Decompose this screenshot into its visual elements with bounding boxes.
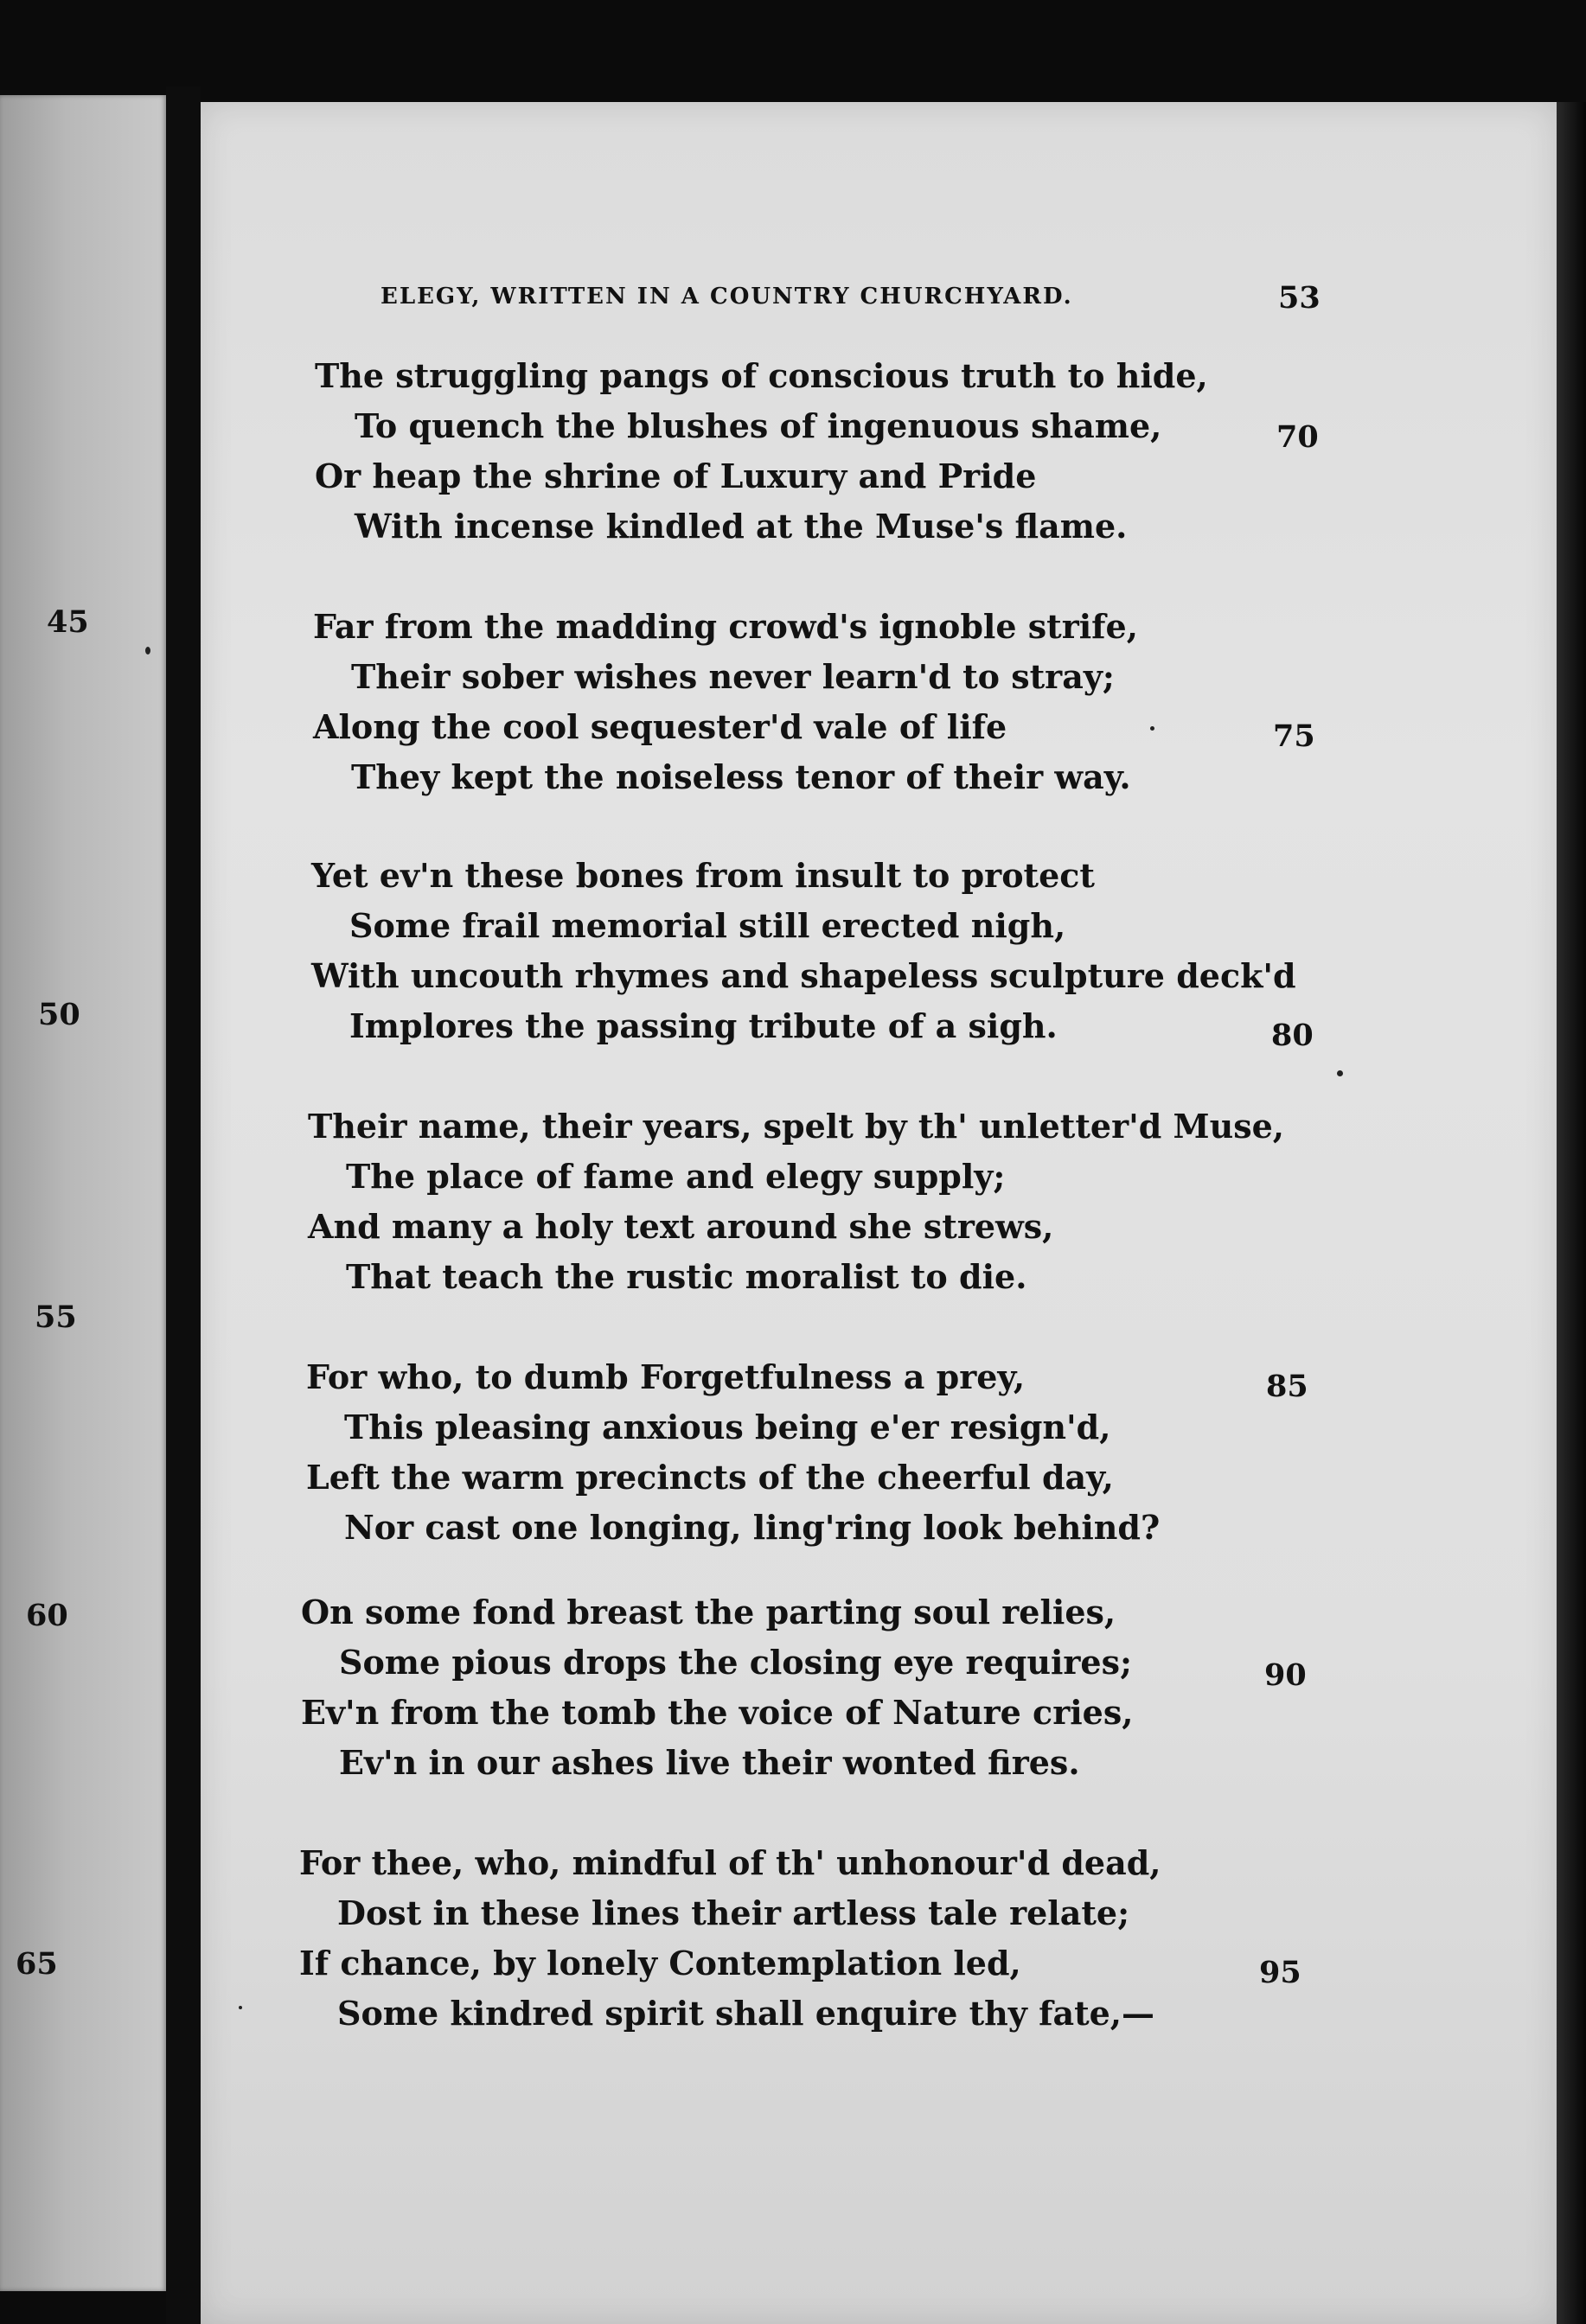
print-speck: [1337, 1070, 1343, 1076]
verse-line: Implores the passing tribute of a sigh.: [349, 1006, 1058, 1045]
verse-line: Left the warm precincts of the cheerful day,: [306, 1458, 1114, 1497]
verse-line: Or heap the shrine of Luxury and Pride: [315, 456, 1037, 495]
verse-line: Ev'n in our ashes live their wonted fires.: [339, 1743, 1080, 1782]
verse-line: Nor cast one longing, ling'ring look behind?: [344, 1508, 1161, 1547]
left-line-number: 55: [35, 1299, 77, 1335]
verse-line: This pleasing anxious being e'er resign'd,: [344, 1408, 1111, 1446]
running-head: ELEGY, WRITTEN IN A COUNTRY CHURCHYARD.: [381, 284, 1073, 310]
verse-line: And many a holy text around she strews,: [308, 1207, 1054, 1246]
verse-line: With incense kindled at the Muse's flame.: [355, 507, 1128, 546]
verse-line: Their name, their years, spelt by th' unletter'd Muse,: [308, 1107, 1285, 1146]
verse-line: Their sober wishes never learn'd to stray;: [351, 657, 1115, 696]
line-number-marker: 75: [1273, 718, 1315, 754]
line-number-marker: 80: [1271, 1018, 1314, 1053]
previous-page-fragment: [0, 95, 166, 2291]
verse-line: For thee, who, mindful of th' unhonour'd dead,: [299, 1843, 1161, 1882]
line-number-marker: 85: [1266, 1369, 1308, 1404]
left-line-number: 45: [47, 604, 89, 640]
verse-line: Some frail memorial still erected nigh,: [349, 906, 1066, 945]
page-edge-shadow: [1557, 102, 1586, 2324]
verse-line: If chance, by lonely Contemplation led,: [299, 1944, 1021, 1982]
verse-line: Some kindred spirit shall enquire thy fate,—: [337, 1994, 1155, 2033]
verse-line: Along the cool sequester'd vale of life: [313, 707, 1007, 746]
left-line-number: 50: [38, 997, 80, 1032]
line-number-marker: 70: [1276, 419, 1319, 455]
verse-line: They kept the noiseless tenor of their way.: [351, 757, 1131, 796]
verse-line: Far from the madding crowd's ignoble strife,: [313, 607, 1138, 646]
verse-line: The struggling pangs of conscious truth to hide,: [315, 356, 1208, 395]
verse-line: With uncouth rhymes and shapeless sculpture deck'd: [311, 956, 1296, 995]
line-number-marker: 90: [1264, 1657, 1307, 1693]
book-gutter: [166, 86, 201, 2324]
verse-line: Dost in these lines their artless tale relate;: [337, 1893, 1130, 1932]
page-number: 53: [1278, 280, 1321, 316]
verse-line: Some pious drops the closing eye requires;: [339, 1643, 1133, 1682]
print-speck: [145, 647, 150, 654]
print-speck: [1150, 726, 1154, 731]
left-line-number: 60: [26, 1598, 68, 1633]
verse-line: Yet ev'n these bones from insult to protect: [311, 856, 1095, 895]
verse-line: To quench the blushes of ingenuous shame,: [355, 406, 1162, 445]
verse-line: That teach the rustic moralist to die.: [346, 1257, 1027, 1296]
verse-line: Ev'n from the tomb the voice of Nature cries,: [301, 1693, 1134, 1732]
left-line-number: 65: [16, 1946, 58, 1982]
verse-line: For who, to dumb Forgetfulness a prey,: [306, 1357, 1026, 1396]
print-speck: [239, 2006, 242, 2009]
verse-line: The place of fame and elegy supply;: [346, 1157, 1006, 1196]
verse-line: On some fond breast the parting soul relies,: [301, 1593, 1116, 1631]
line-number-marker: 95: [1259, 1955, 1301, 1990]
